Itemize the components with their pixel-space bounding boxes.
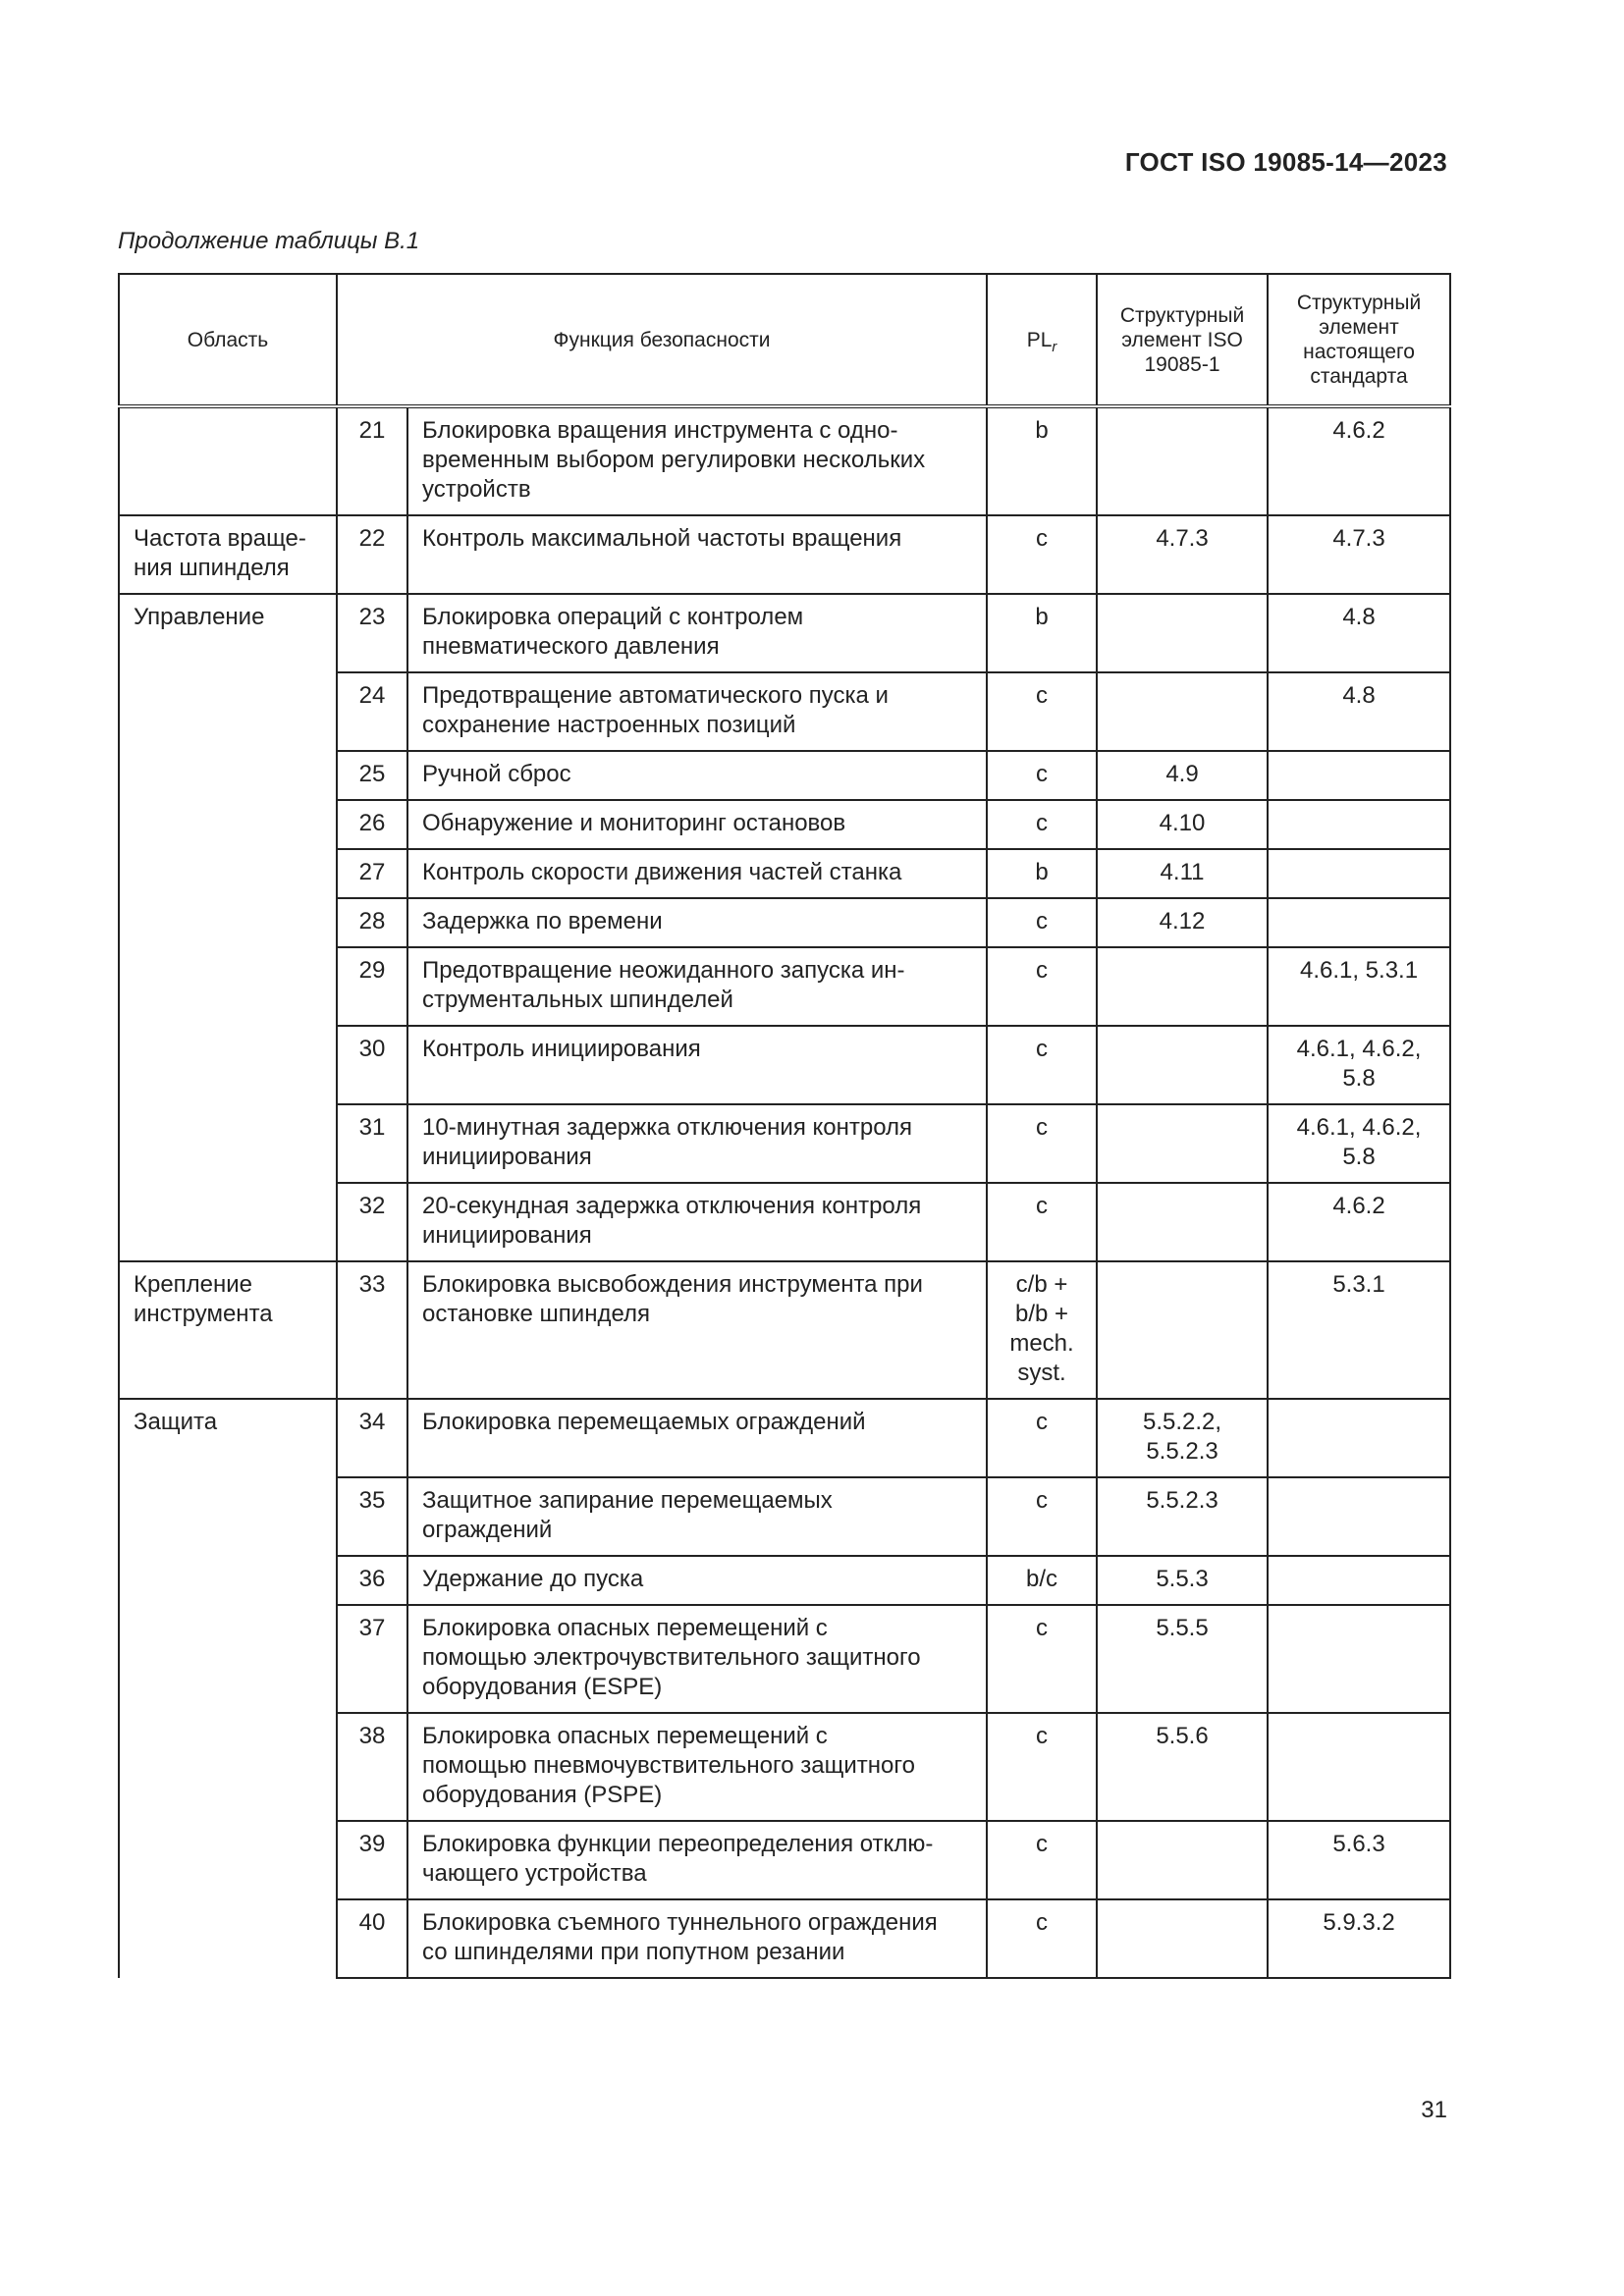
- row-number: 25: [337, 751, 407, 800]
- row-number: 24: [337, 672, 407, 751]
- table-header-row: [119, 274, 1450, 406]
- table-caption: Продолжение таблицы В.1: [118, 228, 420, 254]
- row-number: 23: [337, 594, 407, 672]
- row-function: Защитное запирание перемещаемых ограждений: [407, 1477, 987, 1556]
- row-number: 33: [337, 1261, 407, 1399]
- row-pl: c: [987, 515, 1097, 594]
- row-function: Блокировка съемного туннельного ограждения со шпинделями при попутном резании: [407, 1899, 987, 1978]
- header-area: Область: [119, 274, 337, 406]
- row-function: Блокировка функции переопределения отклю- чающего устройства: [407, 1821, 987, 1899]
- row-function: Удержание до пуска: [407, 1556, 987, 1605]
- row-function: Контроль инициирования: [407, 1026, 987, 1104]
- row-own-element: 4.8: [1268, 594, 1450, 672]
- row-pl: c: [987, 1104, 1097, 1183]
- header-pl-main: PL: [1026, 328, 1053, 351]
- row-own-element: [1268, 1399, 1450, 1477]
- row-number: 21: [337, 406, 407, 515]
- row-pl: c: [987, 947, 1097, 1026]
- row-pl: b: [987, 406, 1097, 515]
- area-cell: Частота враще- ния шпинделя: [119, 515, 337, 594]
- row-number: 22: [337, 515, 407, 594]
- header-function: Функция безопасности: [337, 274, 987, 406]
- safety-functions-table: [118, 273, 1451, 1979]
- row-iso-element: 4.10: [1097, 800, 1268, 849]
- row-iso-element: [1097, 947, 1268, 1026]
- row-iso-element: [1097, 594, 1268, 672]
- row-function: Блокировка операций с контролем пневматического давления: [407, 594, 987, 672]
- row-own-element: [1268, 751, 1450, 800]
- row-iso-element: [1097, 1899, 1268, 1978]
- row-iso-element: 4.11: [1097, 849, 1268, 898]
- row-pl: c: [987, 751, 1097, 800]
- header-pl-subscript: r: [1052, 339, 1057, 355]
- row-pl: c: [987, 1713, 1097, 1821]
- area-cell: [119, 406, 337, 515]
- row-pl: c: [987, 1026, 1097, 1104]
- row-function: Обнаружение и мониторинг остановов: [407, 800, 987, 849]
- row-iso-element: [1097, 1183, 1268, 1261]
- row-function: Ручной сброс: [407, 751, 987, 800]
- row-own-element: 5.6.3: [1268, 1821, 1450, 1899]
- row-iso-element: [1097, 672, 1268, 751]
- row-function: 10-минутная задержка отключения контроля инициирования: [407, 1104, 987, 1183]
- row-iso-element: 4.7.3: [1097, 515, 1268, 594]
- row-number: 35: [337, 1477, 407, 1556]
- row-pl: c: [987, 1899, 1097, 1978]
- row-number: 27: [337, 849, 407, 898]
- table-row: [119, 1399, 1450, 1477]
- table-row: [119, 594, 1450, 672]
- row-pl: c: [987, 1183, 1097, 1261]
- row-own-element: [1268, 1556, 1450, 1605]
- row-own-element: [1268, 800, 1450, 849]
- row-own-element: 4.8: [1268, 672, 1450, 751]
- row-own-element: 4.6.2: [1268, 406, 1450, 515]
- header-iso-element: Структурный элемент ISO 19085-1: [1097, 274, 1268, 406]
- row-pl: c: [987, 1399, 1097, 1477]
- row-number: 31: [337, 1104, 407, 1183]
- row-function: Блокировка высвобождения инструмента при остановке шпинделя: [407, 1261, 987, 1399]
- row-pl: c: [987, 1605, 1097, 1713]
- row-function: Блокировка опасных перемещений с помощью пневмочувствительного защитного оборудования (PSPE): [407, 1713, 987, 1821]
- row-number: 32: [337, 1183, 407, 1261]
- row-number: 29: [337, 947, 407, 1026]
- row-iso-element: 5.5.2.3: [1097, 1477, 1268, 1556]
- page-number: 31: [1421, 2097, 1447, 2123]
- row-number: 26: [337, 800, 407, 849]
- row-pl: b: [987, 849, 1097, 898]
- row-iso-element: [1097, 1261, 1268, 1399]
- row-pl: b/c: [987, 1556, 1097, 1605]
- row-number: 39: [337, 1821, 407, 1899]
- row-number: 28: [337, 898, 407, 947]
- row-function: Блокировка вращения инструмента с одно- временным выбором регулировки нескольких устройств: [407, 406, 987, 515]
- row-own-element: 5.9.3.2: [1268, 1899, 1450, 1978]
- row-own-element: 4.6.1, 4.6.2, 5.8: [1268, 1104, 1450, 1183]
- row-function: Контроль скорости движения частей станка: [407, 849, 987, 898]
- row-iso-element: 4.12: [1097, 898, 1268, 947]
- row-function: Блокировка перемещаемых ограждений: [407, 1399, 987, 1477]
- row-pl: c: [987, 1821, 1097, 1899]
- row-pl: c: [987, 1477, 1097, 1556]
- row-number: 38: [337, 1713, 407, 1821]
- row-own-element: [1268, 849, 1450, 898]
- row-function: Задержка по времени: [407, 898, 987, 947]
- row-number: 30: [337, 1026, 407, 1104]
- row-pl: c: [987, 800, 1097, 849]
- row-pl: c/b + b/b + mech. syst.: [987, 1261, 1097, 1399]
- table-row: [119, 1261, 1450, 1399]
- area-cell: Защита: [119, 1399, 337, 1978]
- header-own-element: Структурный элемент настоящего стандарта: [1268, 274, 1450, 406]
- row-function: Блокировка опасных перемещений с помощью электрочувствительного защитного оборудования (ESPE): [407, 1605, 987, 1713]
- row-function: Предотвращение неожиданного запуска ин- струментальных шпинделей: [407, 947, 987, 1026]
- row-own-element: 4.6.2: [1268, 1183, 1450, 1261]
- row-pl: c: [987, 898, 1097, 947]
- row-iso-element: [1097, 406, 1268, 515]
- table-row: [119, 515, 1450, 594]
- row-iso-element: [1097, 1821, 1268, 1899]
- row-own-element: [1268, 1713, 1450, 1821]
- row-own-element: 4.6.1, 4.6.2, 5.8: [1268, 1026, 1450, 1104]
- row-iso-element: 5.5.2.2, 5.5.2.3: [1097, 1399, 1268, 1477]
- row-number: 34: [337, 1399, 407, 1477]
- table-row: [119, 406, 1450, 515]
- row-function: 20-секундная задержка отключения контроля инициирования: [407, 1183, 987, 1261]
- row-own-element: 4.6.1, 5.3.1: [1268, 947, 1450, 1026]
- row-own-element: 5.3.1: [1268, 1261, 1450, 1399]
- area-cell: Крепление инструмента: [119, 1261, 337, 1399]
- row-own-element: 4.7.3: [1268, 515, 1450, 594]
- area-cell: Управление: [119, 594, 337, 1261]
- row-pl: b: [987, 594, 1097, 672]
- row-own-element: [1268, 1605, 1450, 1713]
- row-iso-element: 5.5.3: [1097, 1556, 1268, 1605]
- row-number: 40: [337, 1899, 407, 1978]
- document-code: ГОСТ ISO 19085-14—2023: [1124, 147, 1447, 177]
- header-pl: [987, 274, 1097, 406]
- row-iso-element: [1097, 1104, 1268, 1183]
- row-iso-element: 5.5.6: [1097, 1713, 1268, 1821]
- row-number: 37: [337, 1605, 407, 1713]
- row-function: Предотвращение автоматического пуска и сохранение настроенных позиций: [407, 672, 987, 751]
- row-own-element: [1268, 898, 1450, 947]
- row-own-element: [1268, 1477, 1450, 1556]
- row-iso-element: 4.9: [1097, 751, 1268, 800]
- row-iso-element: 5.5.5: [1097, 1605, 1268, 1713]
- row-number: 36: [337, 1556, 407, 1605]
- row-pl: c: [987, 672, 1097, 751]
- row-function: Контроль максимальной частоты вращения: [407, 515, 987, 594]
- row-iso-element: [1097, 1026, 1268, 1104]
